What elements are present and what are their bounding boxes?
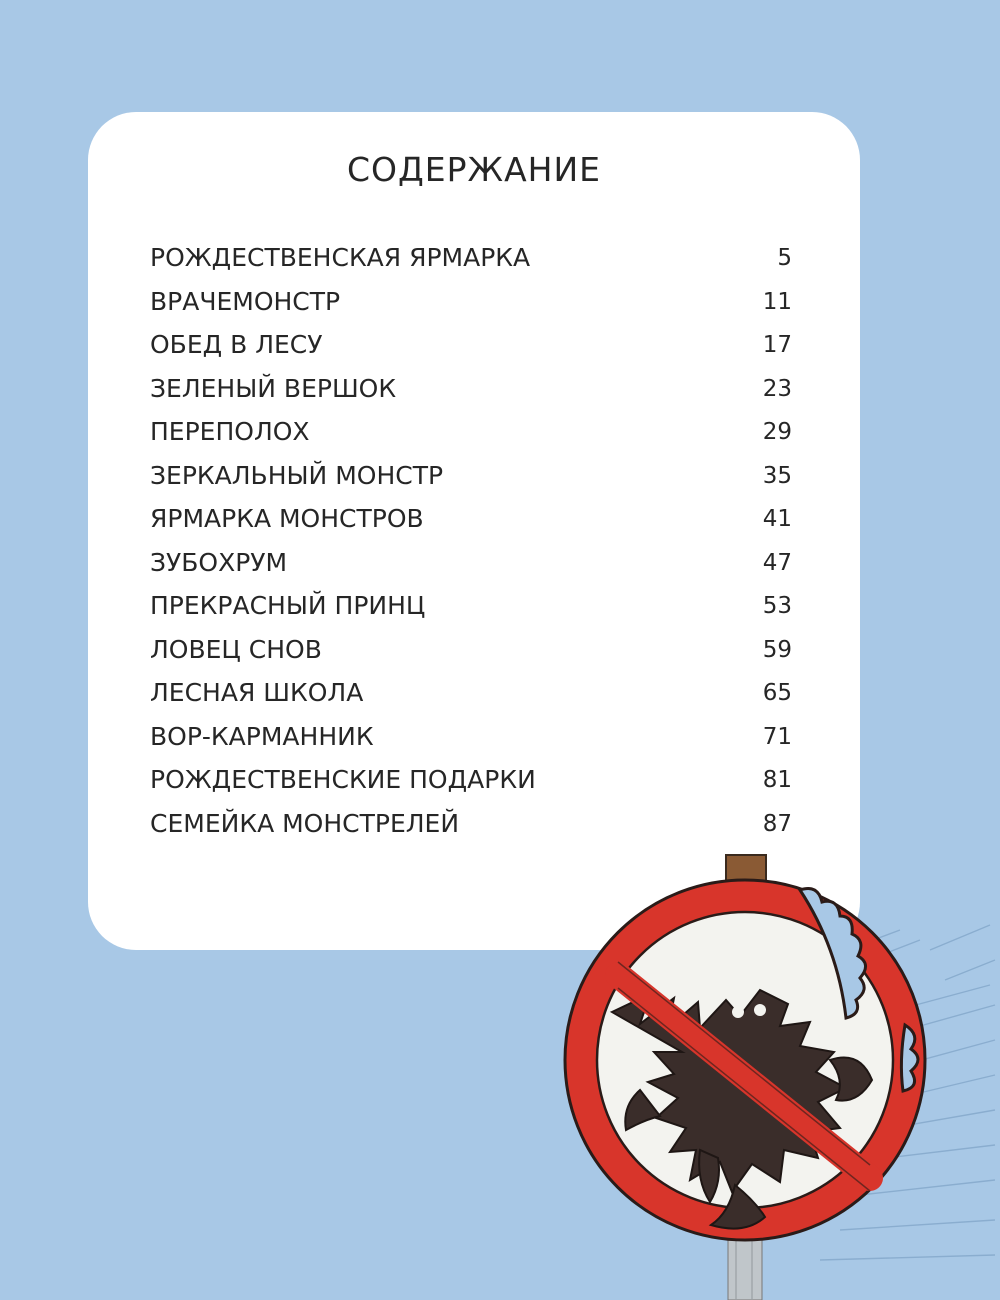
toc-entry-page: 41 [762, 506, 792, 532]
toc-entry-page: 35 [762, 462, 792, 489]
toc-entry-title: ЛЕСНАЯ ШКОЛА [150, 678, 364, 707]
toc-entry-page: 5 [777, 245, 792, 271]
toc-entry-title: ЗЕЛЕНЫЙ ВЕРШОК [150, 373, 397, 403]
toc-entry-title: ЗЕРКАЛЬНЫЙ МОНСТР [150, 460, 444, 490]
contents-title: СОДЕРЖАНИЕ [346, 150, 602, 189]
toc-entry-page: 53 [762, 593, 792, 619]
toc-entry-page: 17 [762, 332, 792, 358]
toc-entry-title: ВРАЧЕМОНСТР [150, 286, 341, 316]
toc-entry-title: ПРЕКРАСНЫЙ ПРИНЦ [150, 591, 426, 620]
toc-entry-page: 29 [762, 419, 792, 445]
toc-entry-title: ПЕРЕПОЛОХ [150, 417, 310, 446]
toc-entry-title: ЯРМАРКА МОНСТРОВ [150, 504, 424, 533]
toc-entry-page: 23 [762, 375, 792, 402]
toc-entry-title: СЕМЕЙКА МОНСТРЕЛЕЙ [150, 808, 460, 838]
toc-entry-title: РОЖДЕСТВЕНСКАЯ ЯРМАРКА [150, 243, 531, 272]
toc-entry-title: ВОР-КАРМАННИК [150, 721, 374, 751]
toc-entry-page: 11 [762, 288, 792, 315]
toc-entry-page: 87 [762, 810, 792, 837]
toc-entry-title: ЛОВЕЦ СНОВ [150, 634, 322, 664]
toc-entry-page: 81 [762, 767, 792, 793]
toc-entry-title: ОБЕД В ЛЕСУ [150, 330, 323, 359]
toc-entry-page: 47 [762, 549, 792, 576]
toc-entry-page: 65 [762, 680, 792, 706]
toc-entry-page: 59 [762, 636, 792, 663]
toc-entry-page: 71 [762, 723, 792, 750]
toc-entry-title: ЗУБОХРУМ [150, 547, 288, 577]
toc-entry-title: РОЖДЕСТВЕНСКИЕ ПОДАРКИ [150, 765, 536, 794]
